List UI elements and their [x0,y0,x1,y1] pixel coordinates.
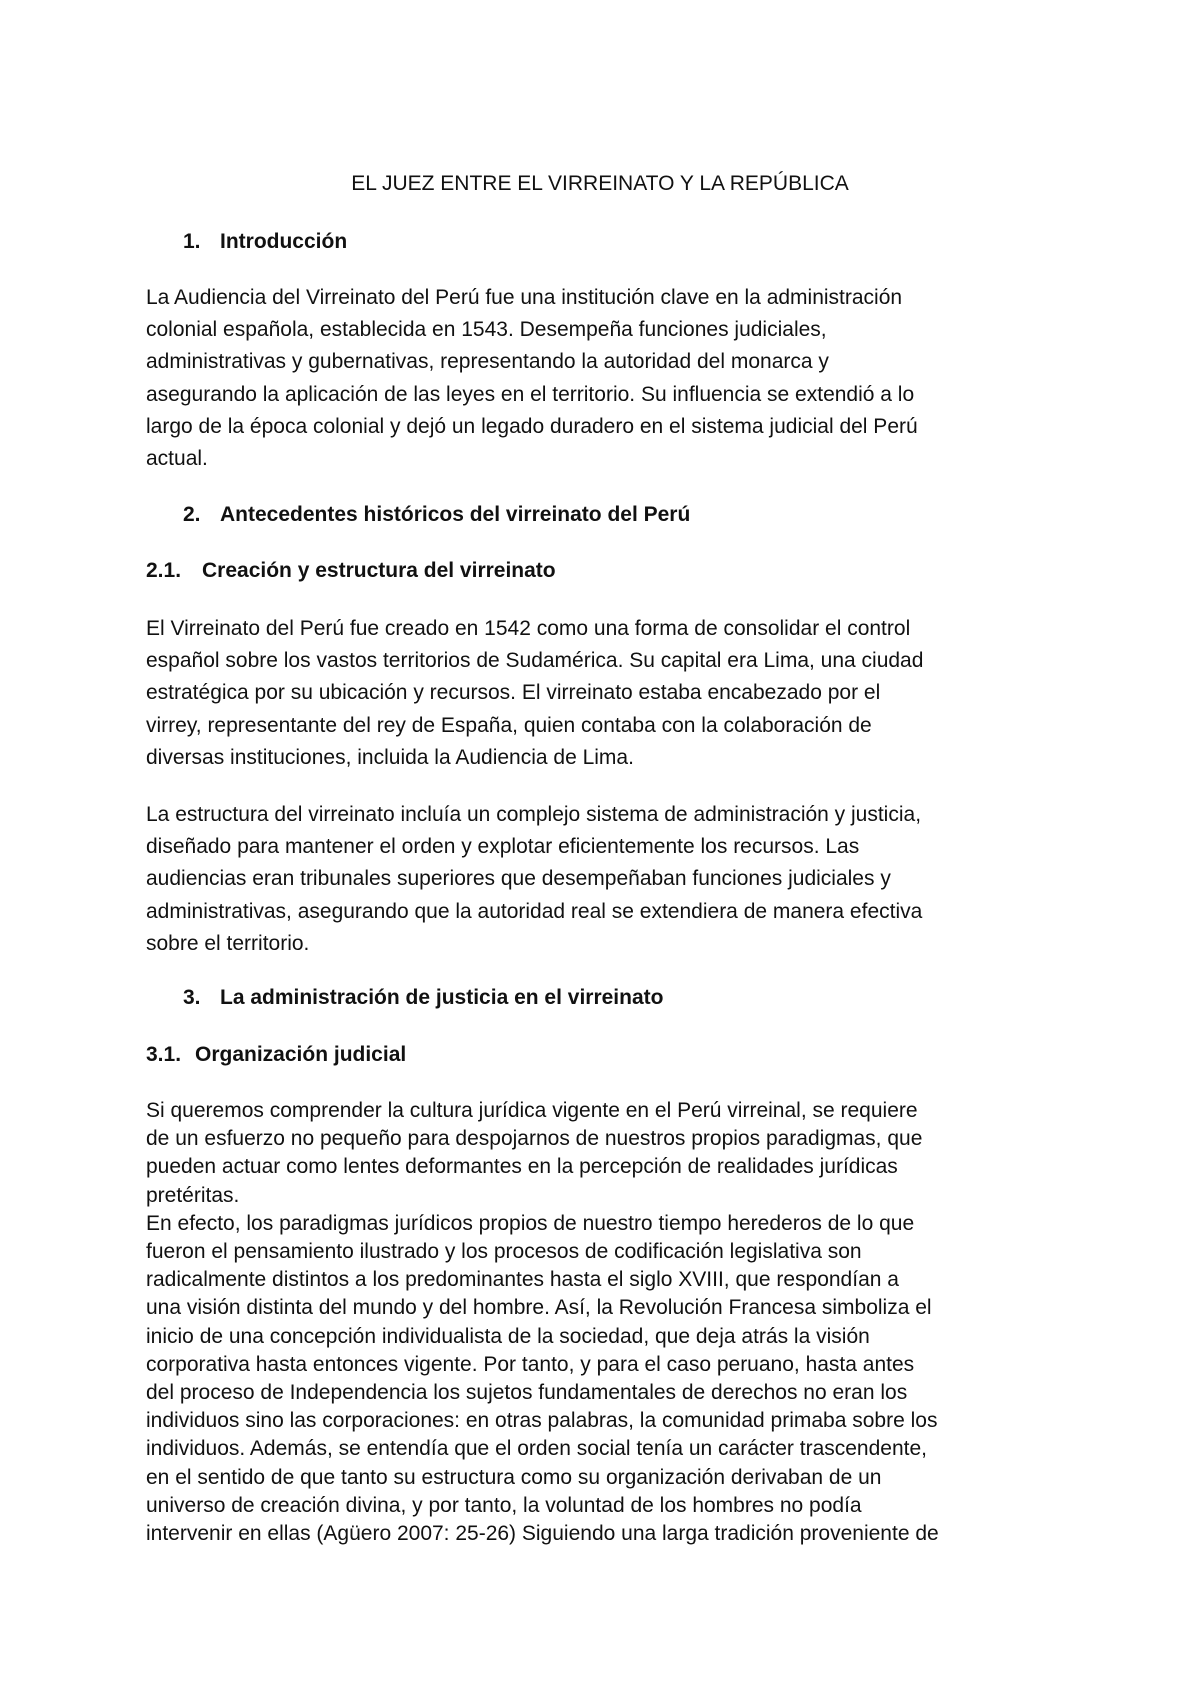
section-number: 1. [183,230,201,253]
subsection-3-1-heading [146,1041,406,1069]
paragraph-judicial-organization: Si queremos comprender la cultura jurídica vigente en el Perú virreinal, se requiere de un esfuerzo no pequeño para despojarnos de nuestros propios paradigmas, que pueden actuar como lentes deformantes en la percepción de realidades jurídicas pretéritas. En efecto, los paradigmas jurídicos propios de nuestro tiempo herederos de lo que fueron el pensamiento ilustrado y los procesos de codificación legislativa son radicalmente distintos a los predominantes hasta el siglo XVIII, que respondían a una visión distinta del mundo y del hombre. Así, la Revolución Francesa simboliza el inicio de una concepción individualista de la sociedad, que deja atrás la visión corporativa hasta entonces vigente. Por tanto, y para el caso peruano, hasta antes del proceso de Independencia los sujetos fundamentales de derechos no eran los individuos sino las corporaciones: en otras palabras, la comunidad primaba sobre los individuos. Además, se entendía que el orden social tenía un carácter trascendente, en el sentido de que tanto su estructura como su organización derivaban de un universo de creación divina, y por tanto, la voluntad de los hombres no podía intervenir en ellas (Agüero 2007: 25-26) Siguiendo una larga tradición proveniente de [146,1099,939,1546]
section-number: 3. [183,986,201,1009]
section-1-heading [183,228,347,256]
subsection-number: 3.1. [146,1043,182,1066]
subsection-2-1-heading [146,557,556,585]
paragraph-structure: La estructura del virreinato incluía un complejo sistema de administración y justicia, diseñado para mantener el orden y explotar eficientemente los recursos. Las audiencias eran tribunales superiores que desempeñaban funciones judiciales y administrativas, asegurando que la autoridad real se extendiera de manera efectiva sobre el territorio. [146,803,923,955]
document-title: EL JUEZ ENTRE EL VIRREINATO Y LA REPÚBLICA [351,172,849,195]
section-title: Introducción [220,230,348,253]
section-title: La administración de justicia en el virreinato [220,986,664,1009]
section-number: 2. [183,503,201,526]
paragraph-creation: El Virreinato del Perú fue creado en 1542 como una forma de consolidar el control español sobre los vastos territorios de Sudamérica. Su capital era Lima, una ciudad estratégica por su ubicación y recursos. El virreinato estaba encabezado por el virrey, representante del rey de España, quien contaba con la colaboración de diversas instituciones, incluida la Audiencia de Lima. [146,617,924,769]
section-title: Antecedentes históricos del virreinato del Perú [220,503,691,526]
section-3-heading [183,984,663,1012]
subsection-number: 2.1. [146,559,182,582]
paragraph-introduction: La Audiencia del Virreinato del Perú fue una institución clave en la administración colonial española, establecida en 1543. Desempeña funciones judiciales, administrativas y gubernativas, representando la autoridad del monarca y asegurando la aplicación de las leyes en el territorio. Su influencia se extendió a lo largo de la época colonial y dejó un legado duradero en el sistema judicial del Perú actual. [146,286,918,471]
section-2-heading [183,501,690,529]
subsection-title: Creación y estructura del virreinato [202,559,556,582]
subsection-title: Organización judicial [195,1043,407,1066]
